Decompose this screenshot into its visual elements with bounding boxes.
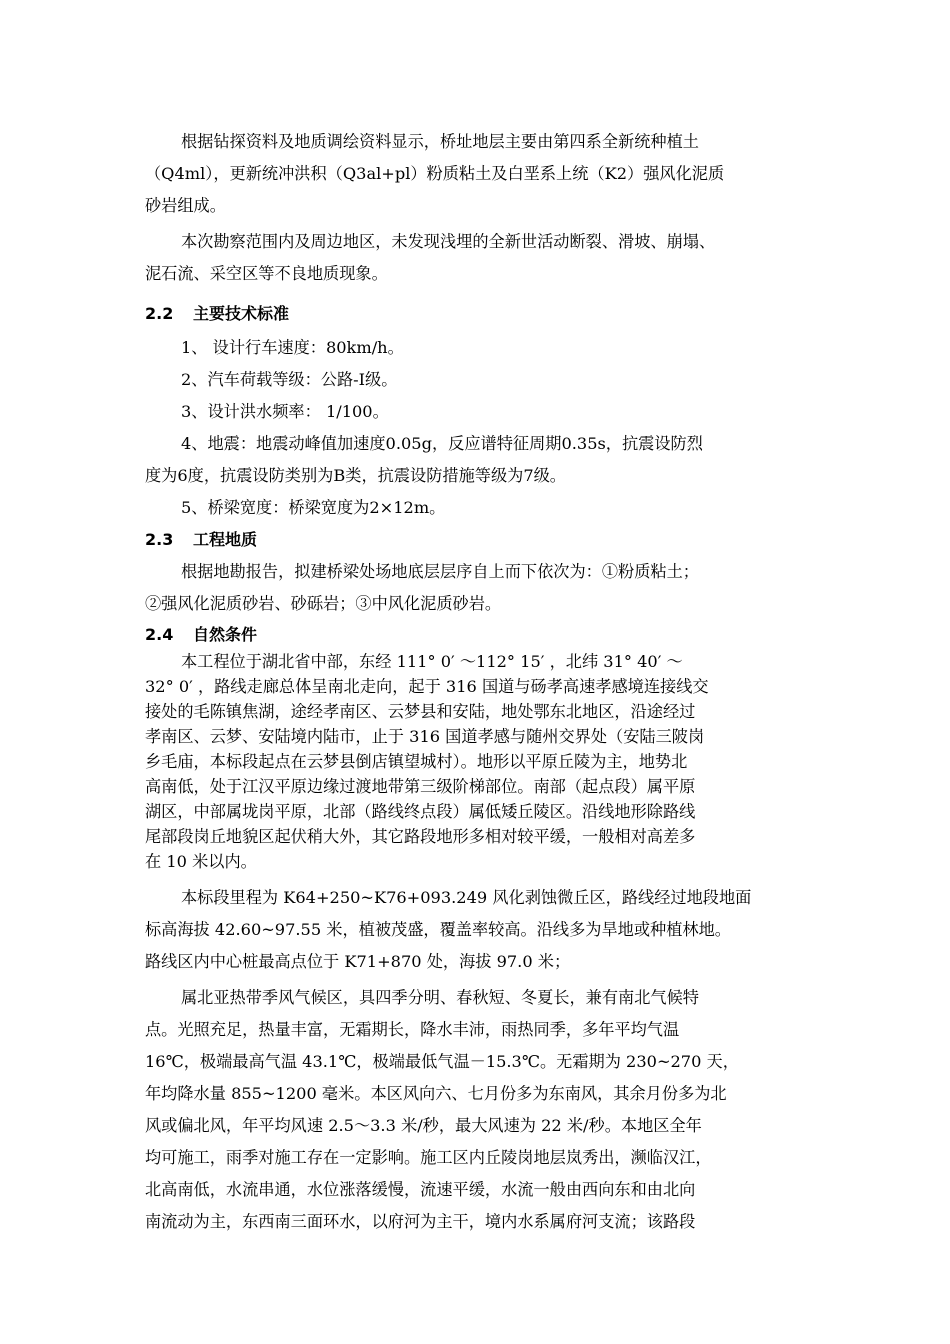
text-line: 孝南区、云梦、安陆境内陆市，止于 316 国道孝感与随州交界处（安陆三陂岗 bbox=[145, 727, 705, 746]
standard-item: 3、设计洪水频率： 1/100。 bbox=[181, 402, 389, 421]
text-line: 南流动为主，东西南三面环水，以府河为主干，境内水系属府河支流；该路段 bbox=[145, 1212, 696, 1231]
text-line: 泥石流、采空区等不良地质现象。 bbox=[145, 264, 388, 283]
text-line: 砂岩组成。 bbox=[145, 196, 226, 215]
text-line: 根据地勘报告，拟建桥梁处场地底层层序自上而下依次为：①粉质粘土； bbox=[181, 562, 699, 581]
standard-item: 2、汽车荷载等级：公路-I级。 bbox=[181, 370, 398, 389]
section-number: 2.4 bbox=[145, 625, 174, 644]
text-line: 本次勘察范围内及周边地区，未发现浅埋的全新世活动断裂、滑坡、崩塌、 bbox=[181, 232, 716, 251]
section-heading-2-3 bbox=[145, 527, 815, 550]
section-number: 2.2 bbox=[145, 304, 174, 323]
text-line: 尾部段岗丘地貌区起伏稍大外，其它路段地形多相对较平缓，一般相对高差多 bbox=[145, 827, 696, 846]
text-line: 32° 0′ ，路线走廊总体呈南北走向，起于 316 国道与砀孝高速孝感境连接线交 bbox=[145, 677, 709, 696]
section-number: 2.3 bbox=[145, 530, 174, 549]
standard-item: 4、地震：地震动峰值加速度0.05g，反应谱特征周期0.35s，抗震设防烈 bbox=[181, 434, 703, 453]
text-line: 湖区，中部属垅岗平原，北部（路线终点段）属低矮丘陵区。沿线地形除路线 bbox=[145, 802, 696, 821]
text-line: 北高南低，水流串通，水位涨落缓慢，流速平缓，水流一般由西向东和由北向 bbox=[145, 1180, 696, 1199]
text-line: 风或偏北风，年平均风速 2.5～3.3 米/秒，最大风速为 22 米/秒。本地区全年 bbox=[145, 1116, 702, 1135]
text-line: 在 10 米以内。 bbox=[145, 852, 257, 871]
text-line: 路线区内中心桩最高点位于 K71+870 处，海拔 97.0 米； bbox=[145, 952, 571, 971]
text-line: 乡毛庙，本标段起点在云梦县倒店镇望城村）。地形以平原丘陵为主，地势北 bbox=[145, 752, 688, 771]
text-line: 属北亚热带季风气候区，具四季分明、春秋短、冬夏长，兼有南北气候特 bbox=[181, 988, 699, 1007]
section-title: 主要技术标准 bbox=[193, 304, 290, 323]
text-line: 年均降水量 855~1200 毫米。本区风向六、七月份多为东南风，其余月份多为北 bbox=[145, 1084, 727, 1103]
text-line: 点。光照充足，热量丰富，无霜期长，降水丰沛，雨热同季，多年平均气温 bbox=[145, 1020, 680, 1039]
text-line: 本工程位于湖北省中部，东经 111° 0′ ～112° 15′ ，北纬 31° 40′ ～ bbox=[181, 652, 683, 671]
standard-item: 5、桥梁宽度：桥梁宽度为2×12m。 bbox=[181, 498, 446, 517]
text-line: ②强风化泥质砂岩、砂砾岩；③中风化泥质砂岩。 bbox=[145, 594, 502, 613]
text-line: 标高海拔 42.60~97.55 米，植被茂盛，覆盖率较高。沿线多为旱地或种植林地。 bbox=[145, 920, 731, 939]
section-heading-2-4 bbox=[145, 622, 815, 645]
standard-item: 1、 设计行车速度：80km/h。 bbox=[181, 338, 404, 357]
text-line: （Q4ml），更新统冲洪积（Q3al+pl）粉质粘土及白垩系上统（K2）强风化泥质 bbox=[145, 164, 725, 183]
section-title: 自然条件 bbox=[193, 625, 258, 644]
text-line: 16℃，极端最高气温 43.1℃，极端最低气温－15.3℃。无霜期为 230~270 天， bbox=[145, 1052, 739, 1071]
text-line: 接处的毛陈镇焦湖，途经孝南区、云梦县和安陆，地处鄂东北地区，沿途经过 bbox=[145, 702, 696, 721]
text-line: 根据钻探资料及地质调绘资料显示，桥址地层主要由第四系全新统种植土 bbox=[181, 132, 699, 151]
section-heading-2-2 bbox=[145, 301, 815, 324]
text-line: 均可施工，雨季对施工存在一定影响。施工区内丘陵岗地层岚秀出，濒临汉江， bbox=[145, 1148, 712, 1167]
text-line: 度为6度，抗震设防类别为B类，抗震设防措施等级为7级。 bbox=[145, 466, 566, 485]
text-line: 高南低，处于江汉平原边缘过渡地带第三级阶梯部位。南部（起点段）属平原 bbox=[145, 777, 696, 796]
section-title: 工程地质 bbox=[193, 530, 258, 549]
text-line: 本标段里程为 K64+250~K76+093.249 风化剥蚀微丘区，路线经过地段地面 bbox=[181, 888, 752, 907]
